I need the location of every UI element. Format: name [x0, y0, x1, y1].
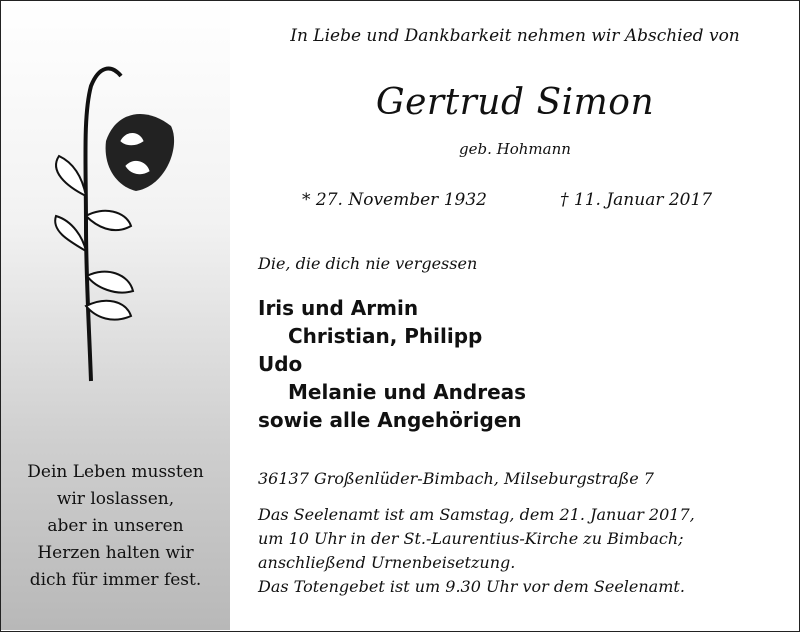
birth-name: geb. Hohmann — [459, 140, 571, 158]
mourner-line: Melanie und Andreas — [288, 380, 527, 404]
quote-line: aber in unseren — [47, 516, 184, 536]
mourners-list — [258, 294, 526, 434]
quote-line: dich für immer fest. — [29, 570, 202, 590]
main-content — [230, 0, 800, 632]
address: 36137 Großenlüder-Bimbach, Milseburgstraße 7 — [258, 469, 654, 488]
mourner-line: Udo — [258, 352, 303, 376]
mourners-intro: Die, die dich nie vergessen — [258, 254, 478, 273]
birth-date: * 27. November 1932 — [302, 190, 487, 210]
quote-line: Dein Leben mussten — [27, 462, 204, 482]
mourner-line: sowie alle Angehörigen — [258, 408, 522, 432]
service-line: um 10 Uhr in der St.-Laurentius-Kirche zu Bimbach; — [258, 529, 684, 548]
rose-icon — [31, 46, 201, 386]
service-line: anschließend Urnenbeisetzung. — [258, 553, 516, 572]
mourner-line: Christian, Philipp — [288, 324, 483, 348]
service-line: Das Seelenamt ist am Samstag, dem 21. Januar 2017, — [258, 505, 695, 524]
service-line: Das Totengebet ist um 9.30 Uhr vor dem Seelenamt. — [258, 577, 685, 596]
quote-line: Herzen halten wir — [37, 543, 194, 563]
intro-line: In Liebe und Dankbarkeit nehmen wir Abschied von — [290, 26, 740, 46]
quote — [1, 459, 230, 594]
service-info — [258, 503, 788, 599]
death-date: † 11. Januar 2017 — [560, 190, 713, 210]
mourner-line: Iris und Armin — [258, 296, 419, 320]
sidebar — [1, 1, 230, 630]
deceased-name: Gertrud Simon — [375, 82, 655, 123]
quote-line: wir loslassen, — [56, 489, 175, 509]
